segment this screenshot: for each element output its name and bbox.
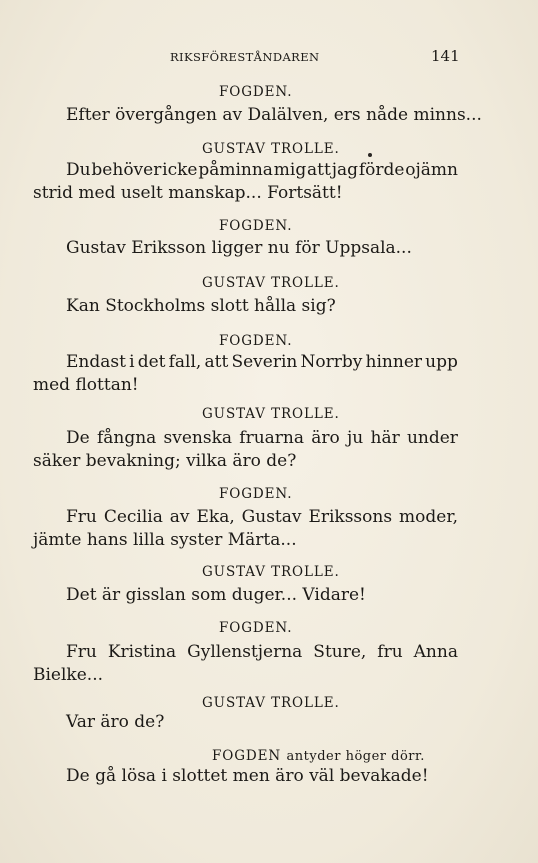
stage-direction-text: antyder höger dörr. [286, 749, 425, 764]
word: behöver [91, 160, 162, 180]
word: påminna [198, 160, 273, 180]
word: Norrby [300, 352, 363, 372]
word: att [204, 352, 229, 372]
word: under [406, 428, 458, 448]
speaker-fogden: FOGDEN. [219, 486, 293, 502]
word: fall, [168, 352, 202, 372]
speaker-gustav-trolle: GUSTAV TROLLE. [202, 564, 340, 580]
dialogue-line: Bielke... [33, 665, 104, 685]
dialogue-line-justified [66, 507, 458, 527]
dialogue-line: jämte hans lilla syster Märta... [33, 530, 297, 550]
word: av [169, 507, 190, 527]
word: jag [331, 160, 358, 180]
speaker-gustav-trolle: GUSTAV TROLLE. [202, 406, 340, 422]
speaker-fogden: FOGDEN. [219, 620, 293, 636]
word: svenska [163, 428, 233, 448]
speaker-fogden: FOGDEN. [219, 333, 293, 349]
word: Fru [66, 642, 97, 662]
word: Severin [231, 352, 298, 372]
dialogue-line: Kan Stockholms slott hålla sig? [66, 296, 336, 316]
dialogue-line: med flottan! [33, 375, 139, 395]
word: här [370, 428, 400, 448]
speaker-gustav-trolle: GUSTAV TROLLE. [202, 695, 340, 711]
dialogue-line-justified [66, 352, 458, 372]
word: förde [358, 160, 405, 180]
word: Gustav [241, 507, 302, 527]
word: äro [311, 428, 340, 448]
speaker-fogden: FOGDEN. [219, 84, 293, 100]
dialogue-line-justified [66, 428, 458, 448]
word: Erikssons [308, 507, 393, 527]
speaker-gustav-trolle: GUSTAV TROLLE. [202, 275, 340, 291]
word: fru [377, 642, 403, 662]
word: det [137, 352, 166, 372]
word: Anna [413, 642, 458, 662]
word: ojämn [405, 160, 458, 180]
running-header: RIKSFÖRESTÅNDAREN [170, 50, 320, 64]
word: icke [162, 160, 198, 180]
dialogue-line: Gustav Eriksson ligger nu för Uppsala... [66, 238, 412, 258]
dialogue-line: De gå lösa i slottet men äro väl bevakade! [66, 766, 429, 786]
word: De [66, 428, 90, 448]
word: att [307, 160, 331, 180]
dialogue-line-justified [66, 160, 458, 180]
word: Sture, [313, 642, 367, 662]
word: Gyllenstjerna [187, 642, 303, 662]
stage-direction [212, 745, 425, 765]
word: ju [347, 428, 364, 448]
dialogue-line-justified [66, 642, 458, 662]
dialogue-line: Det är gisslan som duger... Vidare! [66, 585, 366, 605]
word: moder, [399, 507, 458, 527]
dialogue-line: säker bevakning; vilka äro de? [33, 451, 297, 471]
word: Fru [66, 507, 97, 527]
dialogue-line: strid med uselt manskap... Fortsätt! [33, 183, 343, 203]
word: Kristina [107, 642, 177, 662]
word: fångna [96, 428, 157, 448]
speaker-gustav-trolle: GUSTAV TROLLE. [202, 141, 340, 157]
dialogue-line: Var äro de? [66, 712, 165, 732]
word: Eka, [196, 507, 235, 527]
word: Endast [66, 352, 126, 372]
ink-spot [368, 153, 372, 157]
speaker-fogden: FOGDEN. [219, 218, 293, 234]
page-number: 141 [431, 47, 460, 65]
word: i [129, 352, 135, 372]
dialogue-line: Efter övergången av Dalälven, ers nåde minns... [66, 105, 482, 125]
speaker-fogden: FOGDEN [212, 748, 282, 764]
word: Cecilia [103, 507, 163, 527]
word: upp [425, 352, 458, 372]
word: hinner [365, 352, 423, 372]
word: mig [273, 160, 307, 180]
word: Du [66, 160, 91, 180]
word: fruarna [239, 428, 305, 448]
